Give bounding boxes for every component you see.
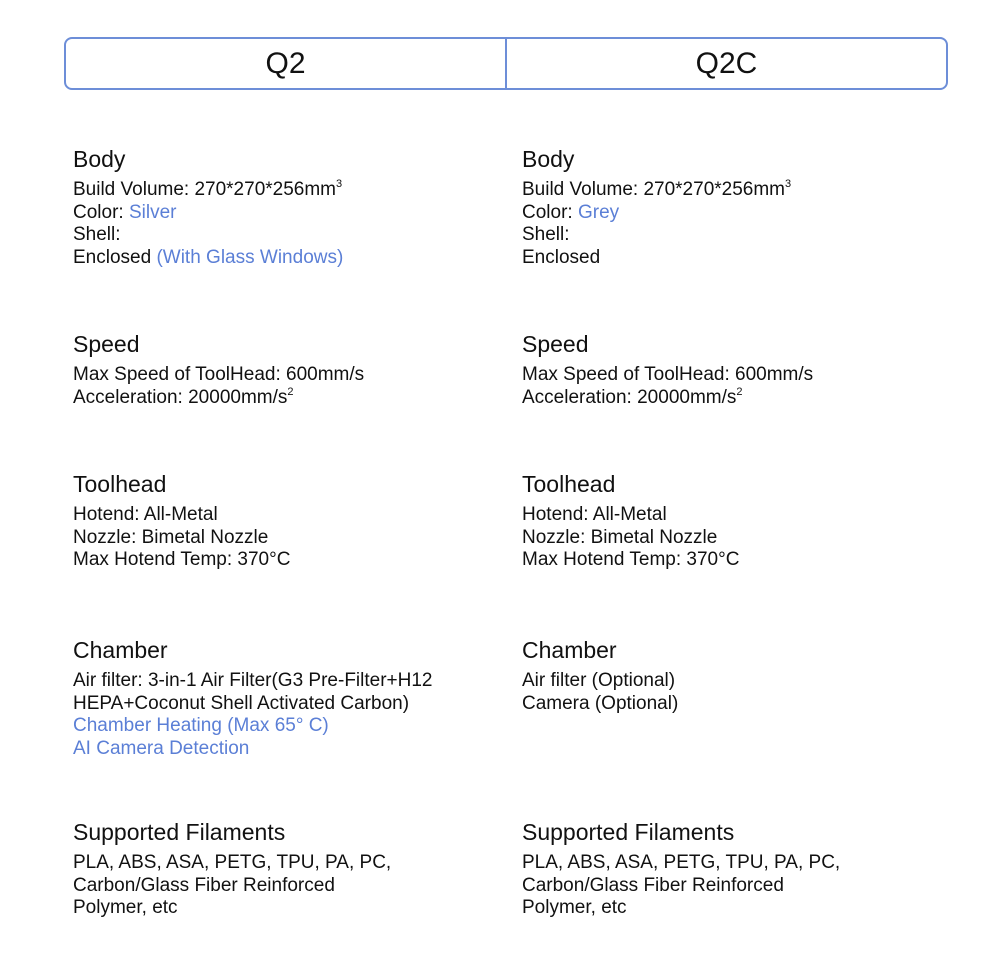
- max-speed: Max Speed of ToolHead: 600mm/s: [73, 364, 365, 385]
- color-line: Color: Grey: [522, 201, 620, 223]
- acceleration: Acceleration: $20000mm/s^2$: [522, 385, 743, 408]
- filaments-line-2: Carbon/Glass Fiber Reinforced: [522, 874, 784, 896]
- shell-line: Shell:: [522, 224, 570, 245]
- q2-chamber-section: [73, 636, 503, 760]
- acceleration: Acceleration: $20000mm/s^2$: [73, 385, 294, 408]
- color-value: Grey: [577, 201, 620, 223]
- q2-toolhead-section: [73, 470, 503, 572]
- max-temp: Max Hotend Temp: 370°C: [73, 549, 291, 570]
- q2c-body-section: [522, 145, 952, 269]
- section-title: Chamber: [522, 637, 617, 663]
- air-filter: Air filter (Optional): [522, 670, 676, 691]
- filaments-line-1: PLA, ABS, ASA, PETG, TPU, PA, PC,: [522, 852, 841, 873]
- hotend: Hotend: All-Metal: [522, 504, 667, 525]
- ai-camera: AI Camera Detection: [73, 737, 250, 759]
- nozzle: Nozzle: Bimetal Nozzle: [522, 526, 718, 548]
- section-title: Speed: [73, 331, 140, 357]
- max-speed: Max Speed of ToolHead: 600mm/s: [522, 364, 814, 385]
- q2c-chamber-section: [522, 636, 952, 715]
- q2-filaments-section: [73, 818, 503, 920]
- section-title: Body: [73, 146, 126, 172]
- tab-q2c[interactable]: Q2C: [505, 39, 946, 88]
- filaments-line-1: PLA, ABS, ASA, PETG, TPU, PA, PC,: [73, 852, 392, 873]
- color-value: Silver: [128, 201, 177, 223]
- air-filter-line-2: HEPA+Coconut Shell Activated Carbon): [73, 692, 410, 714]
- chamber-heating: Chamber Heating (Max 65° C): [73, 715, 329, 736]
- camera: Camera (Optional): [522, 692, 679, 714]
- section-title: Toolhead: [522, 471, 616, 497]
- max-temp: Max Hotend Temp: 370°C: [522, 549, 740, 570]
- section-title: Body: [522, 146, 575, 172]
- section-title: Supported Filaments: [73, 819, 286, 845]
- tab-q2[interactable]: Q2: [265, 46, 306, 80]
- enclosed-line: Enclosed: [522, 246, 601, 268]
- nozzle: Nozzle: Bimetal Nozzle: [73, 526, 269, 548]
- q2c-toolhead-section: [522, 470, 952, 572]
- filaments-line-3: Polymer, etc: [73, 897, 178, 918]
- q2-speed-section: [73, 330, 503, 409]
- hotend: Hotend: All-Metal: [73, 504, 218, 525]
- shell-line: Shell:: [73, 224, 121, 245]
- q2c-filaments-section: [522, 818, 952, 920]
- model-tabs: [64, 37, 948, 90]
- air-filter-line-1: Air filter: 3-in-1 Air Filter(G3 Pre-Filter+H12: [73, 670, 433, 691]
- section-title: Chamber: [73, 637, 168, 663]
- section-title: Speed: [522, 331, 589, 357]
- q2-body-section: [73, 145, 503, 269]
- filaments-line-2: Carbon/Glass Fiber Reinforced: [73, 874, 335, 896]
- section-title: Supported Filaments: [522, 819, 735, 845]
- enclosed-line: Enclosed (With Glass Windows): [73, 246, 344, 268]
- filaments-line-3: Polymer, etc: [522, 897, 627, 918]
- color-line: Color: Silver: [73, 201, 177, 223]
- q2c-speed-section: [522, 330, 952, 409]
- section-title: Toolhead: [73, 471, 167, 497]
- build-volume: Build Volume: $270*270*256mm^3$: [522, 178, 792, 200]
- build-volume: Build Volume: $270*270*256mm^3$: [73, 178, 343, 200]
- enclosed-note: (With Glass Windows): [156, 246, 344, 268]
